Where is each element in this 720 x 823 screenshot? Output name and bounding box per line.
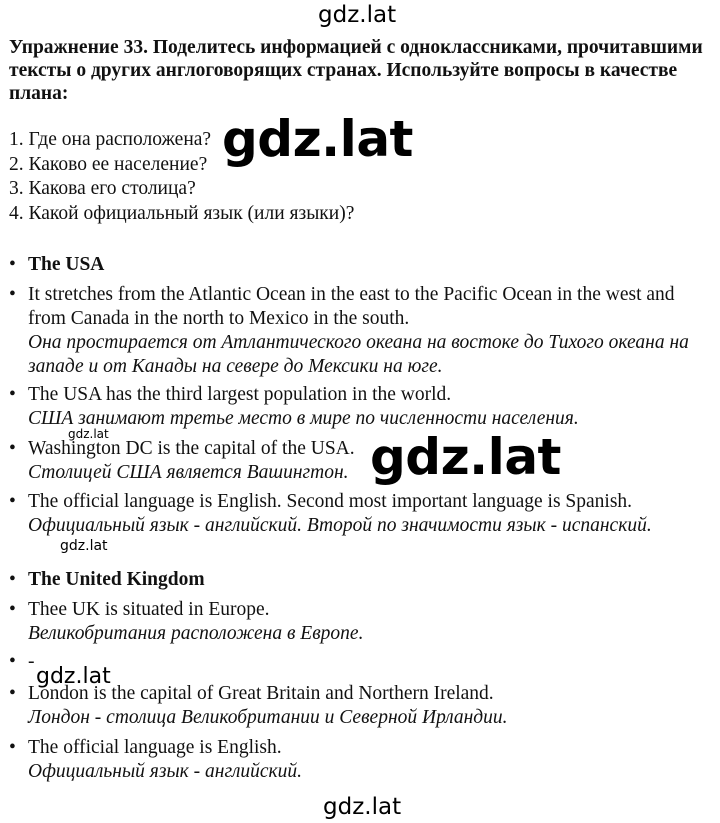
bullet: • [9, 284, 16, 305]
russian-translation: США занимают третье место в мире по численности населения. [28, 408, 579, 429]
english-text: London is the capital of Great Britain and Northern Ireland. [28, 683, 494, 704]
english-text: The official language is English. Second most important language is Spanish. [28, 491, 633, 512]
question-item: 1. Где она расположена? [9, 129, 212, 150]
watermark-top: gdz.lat [318, 2, 397, 28]
english-text: - [28, 651, 35, 672]
watermark-small: gdz.lat [60, 538, 108, 554]
section-title-uk [9, 568, 714, 592]
english-text: The USA has the third largest population in the world. [28, 384, 452, 405]
list-item [9, 682, 714, 730]
list-item [9, 383, 714, 431]
list-item [9, 598, 714, 646]
bullet: • [9, 651, 16, 672]
exercise-heading: Упражнение 33. Поделитесь информацией с одноклассниками, прочитавшими тексты о других англоговорящих странах. Используйте вопросы в качестве плана: [9, 37, 703, 104]
bullet: • [9, 384, 16, 405]
watermark-large: gdz.lat [222, 110, 413, 168]
section-title: The United Kingdom [28, 569, 205, 590]
english-text: Thee UK is situated in Europe. [28, 599, 270, 620]
russian-translation: Официальный язык - английский. [28, 761, 302, 782]
watermark-medium: gdz.lat [36, 664, 111, 689]
bullet: • [9, 491, 16, 512]
english-text: The official language is English. [28, 737, 282, 758]
bullet: • [9, 599, 16, 620]
question-item: 2. Каково ее население? [9, 153, 208, 175]
english-text: It stretches from the Atlantic Ocean in the east to the Pacific Ocean in the west and from Canada in the north to Mexico in the south. [28, 284, 675, 329]
english-text: Washington DC is the capital of the USA. [28, 438, 355, 459]
list-item [9, 650, 714, 674]
russian-translation: Великобритания расположена в Европе. [28, 623, 364, 644]
question-item: 4. Какой официальный язык (или языки)? [9, 202, 355, 224]
russian-translation: Она простирается от Атлантического океана на востоке до Тихого океана на западе и от Канады на севере до Мексики на юге. [28, 332, 689, 377]
list-item [9, 490, 714, 538]
russian-translation: Столицей США является Вашингтон. [28, 462, 349, 483]
list-item [9, 283, 714, 379]
question-item: 3. Какова его столица? [9, 178, 196, 199]
russian-translation: Лондон - столица Великобритании и Северной Ирландии. [28, 707, 508, 728]
section-title: The USA [28, 254, 105, 275]
bullet: • [9, 683, 16, 704]
russian-translation: Официальный язык - английский. Второй по значимости язык - испанский. [28, 515, 652, 536]
bullet: • [9, 438, 16, 459]
bullet: • [9, 737, 16, 758]
watermark-large: gdz.lat [370, 428, 561, 486]
watermark-bottom: gdz.lat [323, 794, 402, 820]
list-item [9, 437, 714, 485]
bullet: • [9, 254, 16, 275]
list-item [9, 736, 714, 784]
section-title-usa [9, 253, 714, 277]
watermark-small: gdz.lat [68, 427, 109, 441]
bullet: • [9, 569, 16, 590]
